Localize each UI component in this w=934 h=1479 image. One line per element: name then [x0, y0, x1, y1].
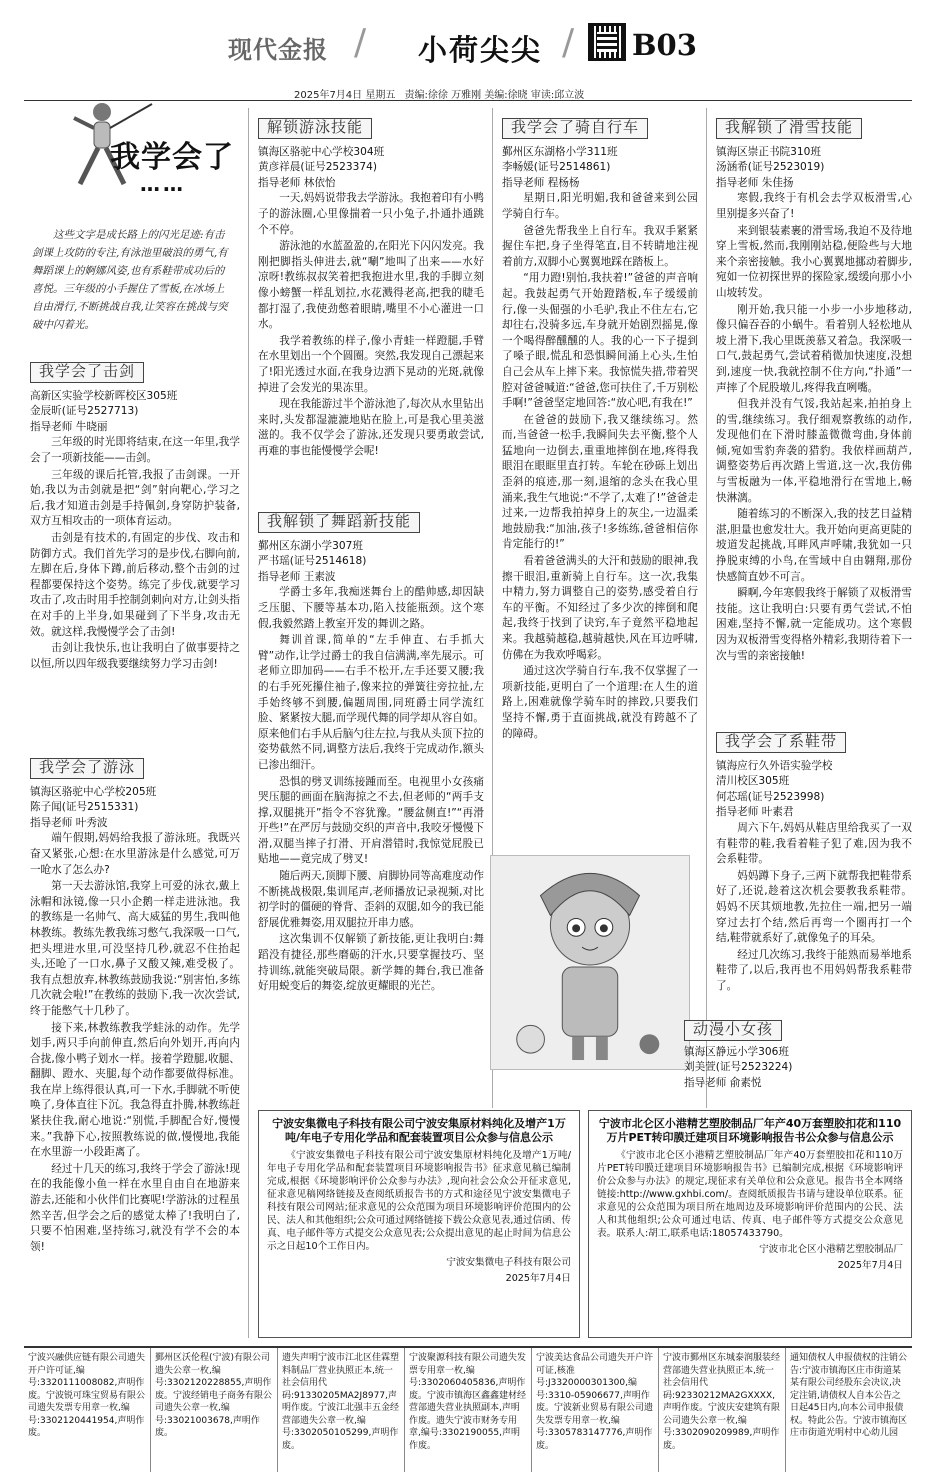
notice-title: 宁波市北仑区小港精艺塑胶制品厂年产40万套塑胶扣花和110万片PET转印膜迁建项目环境影响报告书公众参与信息公示: [598, 1117, 902, 1144]
article-paragraph: 在爸爸的鼓励下,我又继续练习。然而,当爸爸一松手,我瞬间失去平衡,整个人猛地向一边倒去,重重地摔倒在地,疼得我眼泪在眼眶里直打转。车轮在砂砾上划出歪斜的痕迹,那一刻,退缩的念头在我心里涌来,我生气地说:“不学了,太难了!”爸爸走过来,一边帮我拍掉身上的灰尘,一边温柔地鼓励我:“加油,孩子!多练练,爸爸相信你肯定能行的!”: [502, 413, 698, 551]
article-paragraph: 学爵士多年,我痴迷舞台上的酷帅感,却因缺乏压腿、下腰等基本功,陷入技能瓶颈。这个寒假,我毅然踏上教室开发的舞训之路。: [258, 586, 484, 630]
article-school: 镇海区骆驼中心学校205班: [30, 785, 157, 798]
article-author: 何芯瑶(证号2523998): [716, 790, 825, 803]
masthead-divider: /: [562, 22, 575, 63]
article-paragraph: 三年级的课后托管,我报了击剑课。一开始,我以为击剑就是把“剑”射向靶心,学习之后,我才知道击剑是手持佩剑,身穿防护装备,双方互相攻击的一项体育运动。: [30, 468, 240, 528]
article-cycling: [502, 118, 698, 743]
article-school: 鄞州区东湖格小学311班: [502, 145, 618, 158]
article-teacher: 指导老师 王素波: [258, 570, 336, 583]
article-paragraph: 来到银装素裹的滑雪场,我迫不及待地穿上雪板,然而,我刚刚站稳,便险些与大地来个亲密接触。我小心翼翼地挪动着脚步,宛如一位初探世界的探险家,缓缓向那小小山坡转发。: [716, 224, 912, 299]
article-shoelace: [716, 732, 912, 996]
article-fencing: [30, 362, 240, 673]
article-swim-unlock: [258, 118, 484, 460]
article-banner: 我解锁了舞蹈新技能: [258, 512, 420, 533]
article-teacher: 指导老师 俞素悦: [684, 1076, 762, 1089]
notice-date: 2025年7月4日: [837, 1260, 903, 1271]
article-school: 鄞州区东湖小学307班: [258, 539, 363, 552]
article-paragraph: 游泳池的水蓝盈盈的,在阳光下闪闪发亮。我刚把脚指头伸进去,就“唰”地叫了出来——水好凉呀!教练叔叔笑着把我抱进水里,我的手脚立刻像小螃蟹一样乱划拉,水花溅得老高,把我的睫毛都打湿了,我使劲憋着眼睛,嘴里不小心灌进一口水。: [258, 240, 484, 331]
masthead: [0, 0, 934, 80]
article-school: 镇海区崇正书院310班: [716, 145, 821, 158]
column-rule: [706, 108, 707, 1108]
article-teacher: 指导老师 牛晓丽: [30, 420, 108, 433]
feature-title: 我学会了: [110, 140, 234, 175]
classifieds-strip: [24, 1346, 912, 1472]
public-notice-xiaogang: [588, 1110, 912, 1338]
article-school: 镇海应行久外语实验学校: [716, 759, 833, 772]
article-banner: 我学会了击剑: [30, 362, 144, 383]
article-paragraph: 这次集训不仅解锁了新技能,更让我明白:舞蹈没有捷径,那些磨砺的汗水,只要掌握技巧、坚持训练,就能突破局限。新学舞的舞台,我已准备好用蜕变后的舞姿,绽放更耀眼的光芒。: [258, 933, 484, 993]
classified-ad: 宁波聚源科技有限公司遗失发票专用章一枚,编号:3302060405836,声明作废。宁波市镇海区鑫鑫建材经营部遗失营业执照副本,声明作废。遗失宁波市财务专用章,编号:3302190055,声明作废。: [405, 1348, 532, 1472]
article-paragraph: 三年级的时光即将结束,在这一年里,我学会了一项新技能——击剑。: [30, 436, 240, 464]
article-paragraph: 端午假期,妈妈给我报了游泳班。我既兴奋又紧张,心想:在水里游泳是什么感觉,可万一呛水了怎么办?: [30, 832, 240, 876]
article-paragraph: 我学着教练的样子,像小青蛙一样蹬腿,手臂在水里划出一个个圆圈。突然,我发现自己漂起来了!阳光透过水面,在我身边洒下晃动的光斑,就像掉进了会发光的果冻里。: [258, 334, 484, 394]
article-banner: 我解锁了滑雪技能: [716, 118, 862, 139]
article-paragraph: 看着爸爸满头的大汗和鼓励的眼神,我擦干眼泪,重新骑上自行车。这一次,我集中精力,努力调整自己的姿势,感受着自行车的平衡。不知经过了多少次的摔倒和爬起,我终于找到了诀窍,车子竟然平稳地起来。我越骑越稳,越骑越快,风在耳边呼啸,仿佛在为我欢呼喝彩。: [502, 555, 698, 661]
column-rule: [248, 108, 249, 1338]
article-author: 金辰昕(证号2527713): [30, 405, 139, 418]
public-notice-anji: [258, 1110, 580, 1338]
article-teacher: 指导老师 叶素君: [716, 806, 794, 819]
page-number: B03: [632, 28, 697, 62]
article-paragraph: 第一天去游泳馆,我穿上可爱的泳衣,戴上泳帽和泳镜,像一只小企鹅一样走进泳池。我的教练是一名帅气、高大威猛的男生,我叫他林教练。教练先教我练习憋气,我深吸一口气,把头埋进水里,可没坚持几秒,就忍不住抬起头,还呛了一口水,鼻子又酸又辣,难受极了。我有点想放弃,林教练鼓励我说:“别害怕,多练几次就会啦!”在教练的鼓励下,我一次次尝试,终于能憋气十几秒了。: [30, 880, 240, 1017]
intro-text: 这些文字是成长路上的闪光足迹:有击剑课上攻防的专注,有泳池里破浪的勇气,有舞蹈课上的婀娜风姿,也有系鞋带成功后的喜悦。三年级的小手握住了雪板,在冰场上自由滑行,不断挑战自我,让笑容在挑战与突破中闪着光。: [32, 229, 228, 331]
article-skating: [716, 118, 912, 665]
classified-ad: 遗失声明宁波市江北区佳霖塑料制品厂营业执照正本,统一社会信用代码:91330205MA2J8977,声明作废。宁波江北强丰五金经营部遗失公章一枚,编号:3302050105299,声明作废。: [278, 1348, 405, 1472]
classified-ad: 鄞州区沃伦程(宁波)有限公司遗失公章一枚,编号:3302120228855,声明作废。宁波经销电子商务有限公司遗失公章一枚,编号:33021003678,声明作废。: [151, 1348, 278, 1472]
feature-title-dots: ……: [140, 172, 186, 196]
article-banner: 我学会了系鞋带: [716, 732, 846, 753]
article-banner: 我学会了游泳: [30, 758, 144, 779]
article-paragraph: 妈妈蹲下身子,三两下就帮我把鞋带系好了,还说,趁着这次机会要教我系鞋带。妈妈不厌其烦地教,先拉住一端,把另一端穿过去打个结,然后再弯一个圈再打一个结,鞋带就系好了,就像兔子的耳朵。: [716, 869, 912, 945]
section-title: 小荷尖尖: [418, 33, 543, 67]
classified-ad: 宁波兴融供应链有限公司遗失开户许可证,编号:3320111008082,声明作废。宁波锐可珠宝贸易有限公司遗失发票专用章一枚,编号:3302120441954,声明作废。: [24, 1348, 151, 1472]
article-school: 高新区实验学校新晖校区305班: [30, 389, 178, 402]
article-dance: [258, 512, 484, 996]
article-paragraph: 通过这次学骑自行车,我不仅掌握了一项新技能,更明白了一个道理:在人生的道路上,困难就像学骑车时的摔跤,只要我们坚持不懈,勇于直面挑战,就没有跨越不了的障碍。: [502, 665, 698, 740]
notice-signature: 宁波市北仑区小港精艺塑胶制品厂: [759, 1244, 903, 1255]
dateline: [294, 86, 590, 101]
article-school-campus: 清川校区305班: [716, 775, 790, 788]
article-paragraph: 但我并没有气馁,我站起来,拍拍身上的雪,继续练习。我仔细观察教练的动作,发现他们在下滑时膝盖微微弯曲,身体前倾,宛如雪豹奔袭的猎豹。我依样画葫芦,调整姿势后再次踏上雪道,这一次,我仿佛与雪板融为一体,平稳地滑行在雪地上,畅快淋漓。: [716, 398, 912, 504]
article-author: 陈子闻(证号2515331): [30, 801, 139, 814]
article-teacher: 指导老师 程杨杨: [502, 176, 580, 189]
article-paragraph: 寒假,我终于有机会去学双板滑雪,心里别提多兴奋了!: [716, 192, 912, 220]
article-paragraph: 刚开始,我只能一小步一小步地移动,像只偏吞吞的小蜗牛。看着别人轻松地从坡上滑下,我心里既羡慕又着急。我深吸一口气,鼓起勇气,尝试着稍微加快速度,没想到,速度一快,我就控制不住方向,“扑通”一声摔了个屁股墩儿,疼得我直咧嘴。: [716, 303, 912, 394]
editors: 责编:徐徐 万雅刚 美编:徐晓 审读:邱立波: [404, 90, 585, 101]
article-school: 镇海区静远小学306班: [684, 1045, 789, 1058]
article-banner: 解锁游泳技能: [258, 118, 372, 139]
article-paragraph: 随后两天,顶脚下腰、肩脚协同等高难度动作不断挑战极限,集训尾声,老师播放记录视频,对比初学时的僵硬的脊背、歪斜的双腿,如今的我已能舒展优雅舞姿,用双腿拉开串力感。: [258, 870, 484, 929]
article-banner: 我学会了骑自行车: [502, 118, 648, 139]
article-teacher: 指导老师 叶秀波: [30, 816, 108, 829]
article-teacher: 指导老师 朱佳扬: [716, 176, 794, 189]
masthead-divider: /: [354, 22, 367, 63]
article-paragraph: 经过几次练习,我终于能熟而易举地系鞋带了,以后,我再也不用妈妈帮我系鞋带了。: [716, 948, 912, 992]
article-paragraph: 击剑是有技术的,有固定的步伐、攻击和防御方式。我们首先学习的是步伐,右脚向前,左脚在后,身体下蹲,前后移动,整个击剑的过程都要保持这个姿势。练完了步伐,就要学习攻击了,攻击时用手控制剑刺向对方,让剑头指在对手的上半身,如果碰到了下半身,攻击无效。就这样,我慢慢学会了击剑!: [30, 531, 240, 638]
notice-body: 《宁波安集微电子科技有限公司宁波安集原材料纯化及增产1万吨/年电子专用化学品和配套装置项目环境影响报告书》征求意见稿已编制完成,根据《环境影响评价公众参与办法》,现向社会公众公开征求意见,征求意见稿网络链接及查阅纸质报告书的方式和途径见宁波安集微电子科技有限公司网站;征求意见的公众范围为项目环境影响评价范围内的公民、法人和其他组织;公众可通过网络链接下载公众意见表,通过信函、传真、电子邮件等方式提交公众意见表;公众提出意见的起止时间为信息公示之日起10个工作日内。: [267, 1150, 571, 1252]
article-author: 汤涵希(证号2523019): [716, 161, 825, 174]
article-school: 镇海区骆驼中心学校304班: [258, 145, 385, 158]
article-teacher: 指导老师 林依怡: [258, 176, 336, 189]
notice-body: 《宁波市北仑区小港精艺塑胶制品厂年产40万套塑胶扣花和110万片PET转印膜迁建项目环境影响报告书》已编制完成,根据《环境影响评价公众参与办法》的规定,现征求有关单位和公众意见。报告书全本网络链接:http://www.gxhbi.com/。查阅纸质报告书请与建设单位联系。征求意见的公众范围为项目所在地周边及环境影响评价范围内的公民、法人和其他组织;公众可通过电话、传真、电子邮件等方式提交公众意见表。联系人:胡工,联系电话:18057433790。: [597, 1150, 903, 1239]
qr-code-icon: [588, 23, 626, 61]
notice-title: 宁波安集微电子科技有限公司宁波安集原材料纯化及增产1万吨/年电子专用化学品和配套装置项目公众参与信息公示: [272, 1117, 566, 1144]
issue-date: 2025年7月4日 星期五: [294, 90, 396, 101]
notice-date: 2025年7月4日: [505, 1273, 571, 1284]
article-paragraph: 接下来,林教练教我学蛙泳的动作。先学划手,两只手向前伸直,然后向外划开,再向内合拢,像小鸭子划水一样。接着学蹬腿,收腿、翻脚、蹬水、夹腿,每个动作都要做得标准。我在岸上练得很认真,可一下水,手脚就不听使唤了,身体直往下沉。我急得直扑腾,林教练赶紧扶住我,耐心地说:“别慌,手脚配合好,慢慢来。”我静下心,按照教练说的做,慢慢地,我能在水里游一小段距离了。: [30, 1021, 240, 1159]
article-paragraph: 现在我能游过半个游泳池了,每次从水里钻出来时,头发都湿漉漉地贴在脸上,可是我心里美滋滋的。我不仅学会了游泳,还发现只要勇敢尝试,再难的事也能慢慢学会呢!: [258, 398, 484, 457]
classified-ad: 通知债权人申报债权的注销公告:宁波市镇海区庄市街道某某有限公司经股东会决议,决定注销,请债权人自本公告之日起45日内,向本公司申报债权。特此公告。宁波市镇海区庄市街道光明村中心幼儿园: [790, 1353, 908, 1438]
article-banner: 动漫小女孩: [684, 1020, 782, 1041]
newspaper-brand: 现代金报: [228, 35, 328, 64]
article-swimming: [30, 758, 240, 1256]
article-paragraph: 瞬啊,今年寒假我终于解锁了双板滑雪技能。这让我明白:只要有勇气尝试,不怕困难,坚持不懈,就一定能成功。这个寒假因为双板滑雪变得格外精彩,我期待着下一次与雪的亲密接触!: [716, 587, 912, 662]
article-paragraph: 随着练习的不断深入,我的技艺日益精湛,胆量也愈发壮大。我开始向更高更陡的坡道发起挑战,耳畔风声呼啸,我犹如一只挣脱束缚的小鸟,在雪域中自由翱翔,那份快感简直妙不可言。: [716, 508, 912, 583]
drawing-caption: [684, 1020, 904, 1091]
classified-ad: 宁波美达食品公司遗失开户许可证,核准号:J3320000301300,编号:3310-05906677,声明作废。宁波新业贸易有限公司遗失发票专用章一枚,编号:3305783147776,声明作废。: [532, 1348, 659, 1472]
article-paragraph: 一天,妈妈说带我去学游泳。我抱着印有小鸭子的游泳圈,心里像揣着一只小兔子,扑通扑通跳个不停。: [258, 192, 484, 236]
article-paragraph: 恐惧的劈叉训练接踵而至。电视里小女孩痛哭压腿的画面在脑海掠之不去,但老师的“两手支撑,双腿挑开”指令不容犹豫。“腰盆侧直!”“再滑开些!”在严厉与鼓励交织的声音中,我咬牙慢慢下滑,双腿当摔子打滑、开肩潜错时,我惊觉屁股已贴地——竟完成了劈叉!: [258, 775, 484, 866]
article-paragraph: 舞训首课,简单的“左手伸直、右手抓大臂”动作,让学过爵士的我自信满满,率先展示。可老师立即加码——右手不松开,左手还要又腰;我的右手死死攥住袖子,像来拉的弹簧往旁拉扯,左手始终够不到腰,偏题周围,同班爵士同学流红脸、紧紧按大腿,而学现代舞的同学却从容自如。原来他们右手从后脑勺往左拉,与我从头顶下拉的姿势截然不同,调整方法后,我终于完成动作,额头已渗出细汗。: [258, 634, 484, 771]
article-paragraph: “用力蹬!别怕,我扶着!”爸爸的声音响起。我鼓起勇气开始蹬踏板,车子缓缓前行,像一头倔强的小毛驴,我止不住左右,它却往右,没骑多远,车身就开始剧烈摇晃,像一个喝得醉醺醺的人。我的心一下子提到了嗓子眼,慌乱和恐惧瞬间涌上心头,生怕自己会从车上摔下来。我惊慌失措,带着哭腔对爸爸喊道:“爸爸,您可扶住了,千万别松手啊!”爸爸坚定地回答:“放心吧,有我在!”: [502, 272, 698, 410]
article-paragraph: 爸爸先帮我坐上自行车。我双手紧紧握住车把,身子坐得笔直,目不转睛地注视着前方,双脚小心翼翼地踩在踏板上。: [502, 224, 698, 268]
article-author: 黄彦祥晨(证号2523374): [258, 161, 378, 174]
article-author: 严书瑶(证号2514618): [258, 555, 367, 568]
article-author: 李畅媛(证号2514861): [502, 161, 611, 174]
article-paragraph: 经过十几天的练习,我终于学会了游泳!现在的我能像小鱼一样在水里自由自在地游来游去,还能和小伙伴们比赛呢!学游泳的过程虽然辛苦,但学会之后的感觉太棒了!我明白了,只要不怕困难,坚持练习,就没有学不会的本领!: [30, 1162, 240, 1253]
article-paragraph: 击剑让我快乐,也让我明白了做事要持之以恒,所以四年级我要继续努力学习击剑!: [30, 642, 240, 670]
cartoon-girl-drawing-icon: [490, 855, 690, 1070]
classified-ad: 宁波市鄞州区东城泰润服装经营部遗失营业执照正本,统一社会信用代码:92330212MA2GXXXX,声明作废。宁波庆安建筑有限公司遗失公章一枚,编号:3302090209989,声明作废。: [659, 1348, 786, 1472]
article-paragraph: 星期日,阳光明媚,我和爸爸来到公园学骑自行车。: [502, 192, 698, 220]
article-paragraph: 周六下午,妈妈从鞋店里给我买了一双有鞋带的鞋,我看着鞋子犯了难,因为我不会系鞋带。: [716, 821, 912, 866]
notice-signature: 宁波安集微电子科技有限公司: [446, 1257, 571, 1268]
article-author: 刘美萱(证号2523224): [684, 1061, 793, 1074]
